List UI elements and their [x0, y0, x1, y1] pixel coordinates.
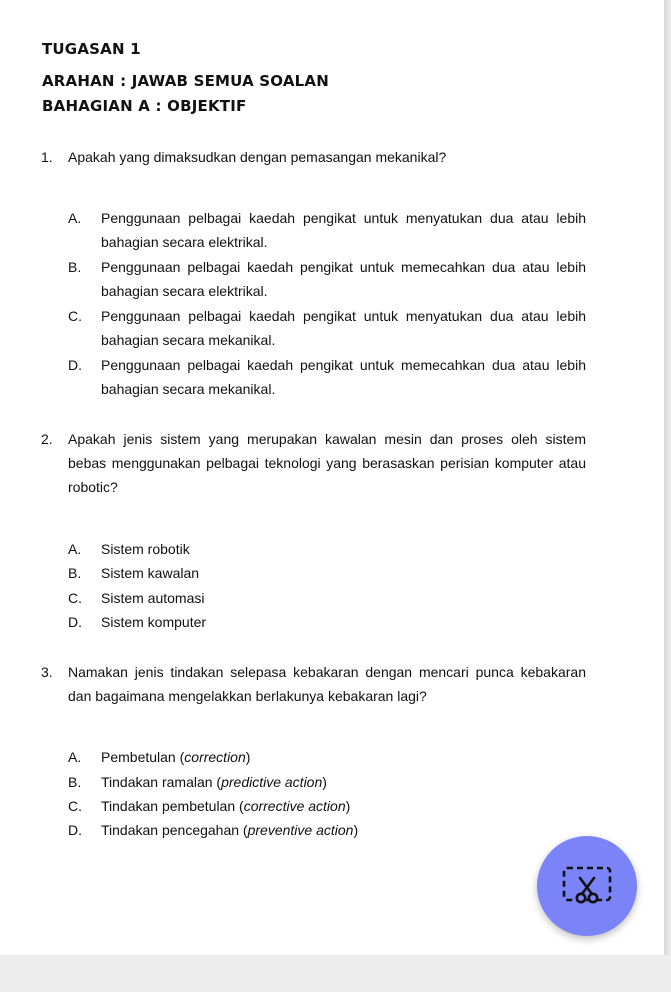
- question-1-option-d: [68, 353, 586, 401]
- option-letter: D.: [68, 357, 82, 373]
- question-text: Apakah yang dimaksudkan dengan pemasangan mekanikal?: [68, 149, 447, 165]
- option-letter: C.: [68, 308, 82, 324]
- option-letter: A.: [68, 210, 82, 226]
- question-1-option-c: [68, 304, 586, 352]
- option-label-suffix: ): [345, 798, 351, 814]
- question-text: Namakan jenis tindakan selepasa kebakaran dengan mencari punca kebakaran dan bagaimana mengelakkan berlakunya kebakaran lagi?: [68, 664, 586, 704]
- screenshot-scissors-icon: [559, 864, 615, 908]
- option-text: Penggunaan pelbagai kaedah pengikat untuk menyatukan dua atau lebih bahagian secara mekanikal.: [101, 308, 586, 348]
- option-label: Pembetulan (: [101, 749, 185, 765]
- option-english-term: corrective action: [243, 798, 346, 814]
- option-text: Sistem automasi: [101, 590, 205, 606]
- question-3: [41, 660, 586, 708]
- question-number: 1.: [41, 149, 53, 165]
- option-text: Penggunaan pelbagai kaedah pengikat untuk menyatukan dua atau lebih bahagian secara elektrikal.: [101, 210, 586, 250]
- option-english-term: correction: [184, 749, 246, 765]
- option-text: [101, 770, 586, 794]
- option-text: Sistem robotik: [101, 541, 190, 557]
- option-letter: B.: [68, 565, 82, 581]
- option-label-suffix: ): [322, 774, 327, 790]
- option-text: Penggunaan pelbagai kaedah pengikat untuk memecahkan dua atau lebih bahagian secara elektrikal.: [101, 259, 586, 299]
- option-letter: D.: [68, 822, 82, 838]
- section-heading: BAHAGIAN A : OBJEKTIF: [42, 97, 247, 115]
- screenshot-button[interactable]: [537, 836, 637, 936]
- option-text: [101, 818, 586, 842]
- question-number: 3.: [41, 664, 53, 680]
- question-3-option-b: [68, 770, 586, 794]
- page-edge-shadow: [664, 0, 671, 955]
- question-2-option-b: [68, 561, 586, 585]
- option-english-term: predictive action: [221, 774, 323, 790]
- option-letter: C.: [68, 798, 82, 814]
- option-letter: C.: [68, 590, 82, 606]
- option-label: Tindakan pembetulan (: [101, 798, 244, 814]
- question-2-option-c: [68, 586, 586, 610]
- question-3-option-c: [68, 794, 586, 818]
- question-1-option-a: [68, 206, 586, 254]
- option-letter: D.: [68, 614, 82, 630]
- question-2: [41, 427, 586, 499]
- assignment-title: TUGASAN 1: [42, 40, 141, 58]
- option-label-suffix: ): [245, 749, 251, 765]
- option-text: Sistem komputer: [101, 614, 207, 630]
- question-1-option-b: [68, 255, 586, 303]
- question-3-option-a: [68, 745, 586, 769]
- option-text: Sistem kawalan: [101, 565, 200, 581]
- question-2-option-a: [68, 537, 586, 561]
- option-letter: B.: [68, 259, 82, 275]
- question-number: 2.: [41, 431, 53, 447]
- option-label: Tindakan ramalan (: [101, 774, 222, 790]
- option-english-term: preventive action: [247, 822, 354, 838]
- option-letter: B.: [68, 774, 82, 790]
- option-label-suffix: ): [353, 822, 359, 838]
- option-text: Penggunaan pelbagai kaedah pengikat untuk memecahkan dua atau lebih bahagian secara mekanikal.: [101, 357, 586, 397]
- question-2-option-d: [68, 610, 586, 634]
- option-text: [101, 745, 586, 769]
- instruction-heading: ARAHAN : JAWAB SEMUA SOALAN: [42, 72, 329, 90]
- question-3-option-d: [68, 818, 586, 842]
- option-text: [101, 794, 586, 818]
- question-1: [41, 145, 586, 169]
- option-label: Tindakan pencegahan (: [101, 822, 248, 838]
- question-text: Apakah jenis sistem yang merupakan kawalan mesin dan proses oleh sistem bebas menggunakan pelbagai teknologi yang berasaskan perisian komputer atau robotic?: [68, 431, 586, 495]
- option-letter: A.: [68, 749, 82, 765]
- option-letter: A.: [68, 541, 82, 557]
